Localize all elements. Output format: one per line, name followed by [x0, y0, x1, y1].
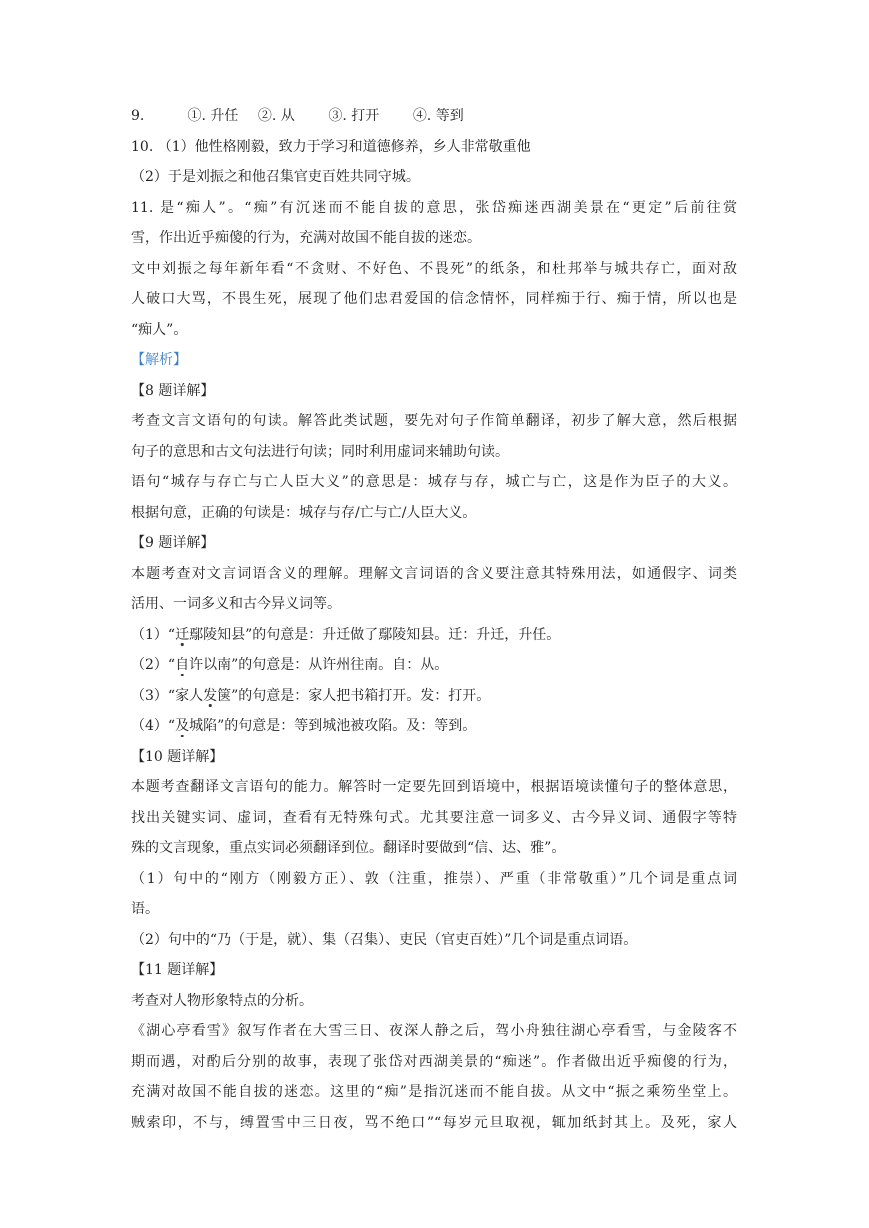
q11-line: 期而遇，对酌后分别的故事，表现了张岱对西湖美景的“痴迷”。作者做出近乎痴傻的行为， [131, 1053, 737, 1070]
q9-item-text: 许以南”的句意是：从许州往南。自：从。 [189, 657, 449, 673]
q9-item-4 [131, 711, 737, 742]
q8-line: 语句“城存与存亡与亡人臣大义”的意思是：城存与存，城亡与亡，这是作为臣子的大义。 [131, 474, 737, 490]
answer-11-line: 雪，作出近乎痴傻的行为，充满对故国不能自拔的迷恋。 [131, 230, 481, 246]
q9-heading: 【9 题详解】 [131, 535, 215, 551]
analysis-label: 【解析】 [131, 352, 187, 368]
q11-line: 《湖心亭看雪》叙写作者在大雪三日、夜深人静之后，驾小舟独往湖心亭看雪，与金陵客不 [131, 1023, 737, 1039]
q10-line: 本题考查翻译文言语句的能力。解答时一定要先回到语境中，根据语境读懂句子的整体意思， [131, 779, 737, 795]
q9-item-dotted-char: 及 [175, 718, 190, 734]
q9-item-text: （1）“ [131, 626, 176, 643]
q9-line: 活用、一词多义和古今异义词等。 [131, 596, 341, 612]
q10-line: （1）句中的“刚方（刚毅方正）、敦（注重，推崇）、严重（非常敬重）”几个词是重点词 [131, 870, 737, 887]
q8-line: 根据句意，正确的句读是：城存与存/亡与亡/人臣大义。 [131, 504, 477, 521]
q9-item-dotted-char: 发 [203, 687, 218, 704]
q11-heading: 【11 题详解】 [131, 962, 224, 978]
q11-line: 考查对人物形象特点的分析。 [131, 992, 313, 1009]
document-page [131, 101, 737, 1138]
answer-11-line: 人破口大骂，不畏生死，展现了他们忠君爱国的信念情怀，同样痴于行、痴于情，所以也是 [131, 291, 737, 307]
q11-line: 贼索印，不与，缚置雪中三日夜，骂不绝口”“每岁元旦取视，辄加纸封其上。及死，家人 [131, 1114, 737, 1131]
answer-11-line: 11. 是“痴人”。“痴”有沉迷而不能自拔的意思，张岱痴迷西湖美景在“更定”后前往赏 [131, 199, 737, 216]
q9-line: 本题考查对文言词语含义的理解。理解文言词语的含义要注意其特殊用法，如通假字、词类 [131, 565, 737, 582]
answer-9-option-4: ④. 等到 [412, 108, 464, 124]
q10-heading: 【10 题详解】 [131, 748, 224, 765]
answer-9 [131, 101, 737, 132]
q9-item-dotted-char: 自 [175, 657, 190, 673]
q9-item-text: 箧”的句意是：家人把书箱打开。发：打开。 [217, 687, 491, 704]
q9-item-1 [131, 620, 737, 651]
answer-10-2: （2）于是刘振之和他召集官吏百姓共同守城。 [131, 169, 420, 185]
q9-item-text: 鄢陵知县”的句意是：升迁做了鄢陵知县。迁：升迁，升任。 [189, 626, 561, 643]
q9-item-text: 城陷”的句意是：等到城池被攻陷。及：等到。 [189, 718, 477, 734]
answer-9-option-3: ③. 打开 [328, 108, 380, 124]
q8-line: 考查文言文语句的句读。解答此类试题，要先对句子作简单翻译，初步了解大意，然后根据 [131, 413, 737, 429]
answer-10-1: 10. （1）他性格刚毅，致力于学习和道德修养，乡人非常敬重他 [131, 138, 531, 155]
q9-item-text: （3）“家人 [131, 687, 204, 704]
answer-9-option-2: ②. 从 [257, 108, 295, 124]
q8-line: 句子的意思和古文句法进行句读；同时利用虚词来辅助句读。 [131, 443, 509, 460]
answer-11-line: 文中刘振之每年新年看“不贪财、不好色、不畏死”的纸条，和杜邦举与城共存亡，面对敌 [131, 260, 737, 277]
q11-line: 充满对故国不能自拔的迷恋。这里的“痴”是指沉迷而不能自拔。从文中“振之乘笏坐堂上。 [131, 1084, 737, 1100]
q10-line: （2）句中的“乃（于是，就）、集（召集）、吏民（官吏百姓）”几个词是重点词语。 [131, 931, 638, 948]
q9-item-text: （2）“ [131, 657, 176, 673]
q10-line: 语。 [131, 901, 159, 917]
q9-item-2 [131, 650, 737, 681]
q8-heading: 【8 题详解】 [131, 382, 215, 399]
answer-9-number: 9. [131, 108, 145, 124]
q9-item-dotted-char: 迁 [175, 626, 190, 643]
q9-item-text: （4）“ [131, 718, 176, 734]
q10-line: 找出关键实词、虚词，查看有无特殊句式。尤其要注意一词多义、古今异义词、通假字等特 [131, 809, 737, 826]
q10-line: 殊的文言现象，重点实词必须翻译到位。翻译时要做到“信、达、雅”。 [131, 840, 566, 856]
answer-11-line: “痴人”。 [131, 321, 188, 338]
q9-item-3 [131, 681, 737, 712]
answer-9-option-1: ①. 升任 [187, 108, 239, 124]
